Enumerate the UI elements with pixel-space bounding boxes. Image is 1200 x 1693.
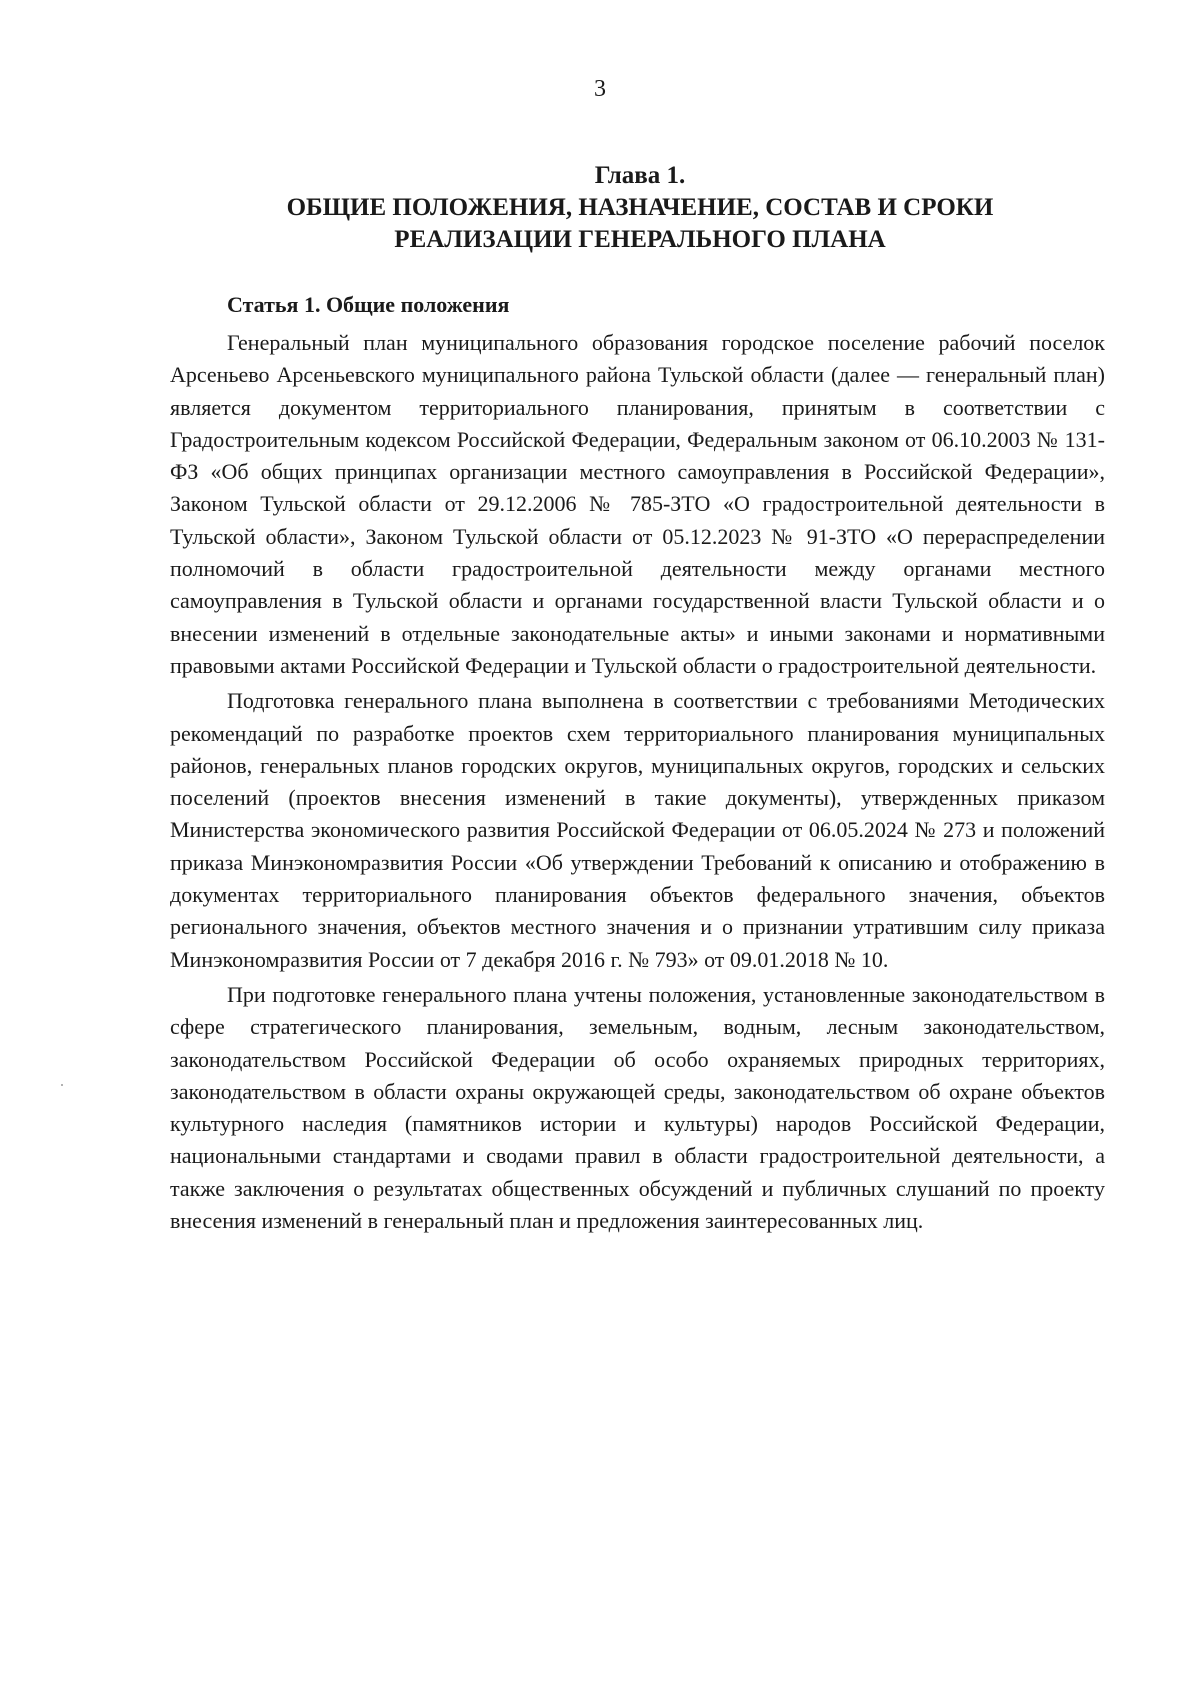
article-body (170, 327, 1105, 1237)
chapter-number: Глава 1. (594, 162, 686, 189)
paragraph: Генеральный план муниципального образования городское поселение рабочий поселок Арсеньево Арсеньевского муниципального района Тульской области (далее — генеральный план) является документом территориального планирования, принятым в соответствии с Градостроительным кодексом Российской Федерации, Федеральным законом от 06.10.2003 № 131-ФЗ «Об общих принципах организации местного самоуправления в Российской Федерации», Законом Тульской области от 29.12.2006 № 785-ЗТО «О градостроительной деятельности в Тульской области», Законом Тульской области от 05.12.2023 № 91-ЗТО «О перераспределении полномочий в области градостроительной деятельности между органами местного самоуправления в Тульской области и органами государственной власти Тульской области и о внесении изменений в отдельные законодательные акты» и иными законами и нормативными правовыми актами Российской Федерации и Тульской области о градостроительной деятельности. (170, 330, 1105, 678)
page-number: 3 (594, 76, 606, 102)
paragraph: При подготовке генерального плана учтены положения, установленные законодательством в сфере стратегического планирования, земельным, водным, лесным законодательством, законодательством Российской Федерации об особо охраняемых природных территориях, законодательством в области охраны окружающей среды, законодательством об охране объектов культурного наследия (памятников истории и культуры) народов Российской Федерации, национальными стандартами и сводами правил в области градостроительной деятельности, а также заключения о результатах общественных обсуждений и публичных слушаний по проекту внесения изменений в генеральный план и предложения заинтересованных лиц. (170, 981, 1105, 1234)
chapter-title-line-2: РЕАЛИЗАЦИИ ГЕНЕРАЛЬНОГО ПЛАНА (394, 226, 886, 253)
paragraph: Подготовка генерального плана выполнена в соответствии с требованиями Методических рекомендаций по разработке проектов схем территориального планирования муниципальных районов, генеральных планов городских округов, муниципальных округов, городских и сельских поселений (проектов внесения изменений в такие документы), утвержденных приказом Министерства экономического развития Российской Федерации от 06.05.2024 № 273 и положений приказа Минэкономразвития России «Об утверждении Требований к описанию и отображению в документах территориального планирования объектов федерального значения, объектов регионального значения, объектов местного значения и о признании утратившим силу приказа Минэкономразвития России от 7 декабря 2016 г. № 793» от 09.01.2018 № 10. (170, 688, 1105, 972)
chapter-heading (170, 160, 1110, 256)
article-heading: Статья 1. Общие положения (227, 292, 510, 317)
scan-artifact (61, 1084, 63, 1086)
chapter-title-line-1: ОБЩИЕ ПОЛОЖЕНИЯ, НАЗНАЧЕНИЕ, СОСТАВ И СРОКИ (286, 194, 994, 221)
